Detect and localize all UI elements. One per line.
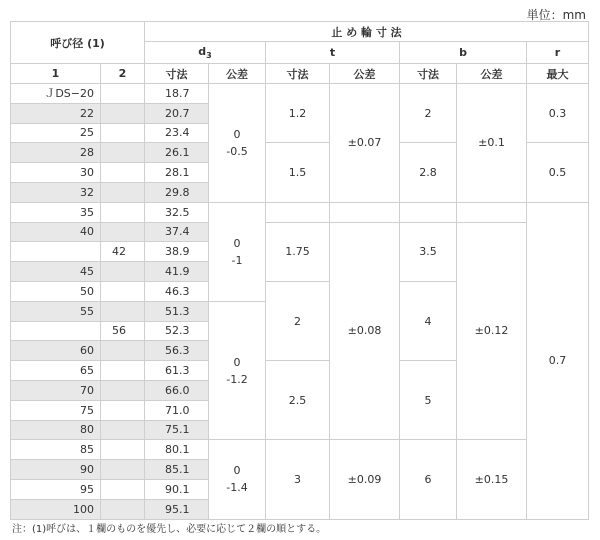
d3-tol-cell: 0 -1 (209, 202, 266, 301)
nominal-2-cell (101, 420, 145, 440)
t-dim-cell: 1.75 (266, 222, 330, 281)
header-col2: 2 (101, 64, 145, 84)
d3-dim-cell: 95.1 (145, 499, 209, 519)
header-t-dim: 寸法 (266, 64, 330, 84)
b-dim-cell: 3.5 (400, 222, 457, 281)
d3-tol-cell: 0 -1.4 (209, 440, 266, 519)
d3-dim-cell: 66.0 (145, 380, 209, 400)
nominal-2-cell (101, 440, 145, 460)
nominal-1-cell: 90 (11, 460, 101, 480)
d3-dim-cell: 80.1 (145, 440, 209, 460)
b-tol-cell (457, 202, 527, 222)
nominal-1-cell: 100 (11, 499, 101, 519)
header-d3-tol: 公差 (209, 64, 266, 84)
d3-tol-cell: 0 -1.2 (209, 301, 266, 440)
header-r: r (527, 42, 589, 64)
nominal-1-cell: 85 (11, 440, 101, 460)
d3-tol-cell: 0 -0.5 (209, 84, 266, 203)
nominal-1-cell: 50 (11, 281, 101, 301)
header-retaining-ring: 止 め 輪 寸 法 (145, 22, 589, 42)
nominal-2-cell (101, 84, 145, 104)
header-t: t (266, 42, 400, 64)
header-b-dim: 寸法 (400, 64, 457, 84)
d3-dim-cell: 28.1 (145, 163, 209, 183)
nominal-2-cell (101, 103, 145, 123)
nominal-1-cell: 55 (11, 301, 101, 321)
t-dim-cell: 1.5 (266, 143, 330, 202)
d3-dim-cell: 75.1 (145, 420, 209, 440)
header-b-tol: 公差 (457, 64, 527, 84)
nominal-2-cell: 56 (101, 321, 145, 341)
r-max-cell: 0.3 (527, 84, 589, 143)
nominal-1-cell (11, 321, 101, 341)
r-max-cell: 0.7 (527, 202, 589, 519)
d3-dim-cell: 29.8 (145, 182, 209, 202)
d3-dim-cell: 41.9 (145, 262, 209, 282)
header-b: b (400, 42, 527, 64)
t-tol-cell: ±0.08 (330, 222, 400, 440)
nominal-1-cell: 28 (11, 143, 101, 163)
nominal-1-cell: 35 (11, 202, 101, 222)
nominal-1-cell: 80 (11, 420, 101, 440)
b-dim-cell (400, 202, 457, 222)
header-d3-dim: 寸法 (145, 64, 209, 84)
t-dim-cell: 1.2 (266, 84, 330, 143)
nominal-2-cell (101, 400, 145, 420)
nominal-2-cell (101, 281, 145, 301)
t-dim-cell: 2.5 (266, 361, 330, 440)
table-row (11, 222, 589, 242)
d3-dim-cell: 38.9 (145, 242, 209, 262)
nominal-2-cell (101, 479, 145, 499)
unit-label: 単位：mm (526, 8, 586, 22)
d3-dim-cell: 61.3 (145, 361, 209, 381)
b-dim-cell: 4 (400, 281, 457, 360)
nominal-2-cell (101, 341, 145, 361)
header-t-tol: 公差 (330, 64, 400, 84)
t-tol-cell: ±0.07 (330, 84, 400, 203)
nominal-1-cell: 30 (11, 163, 101, 183)
nominal-2-cell (101, 123, 145, 143)
header-nominal: 呼び径 (1) (11, 22, 145, 64)
d3-dim-cell: 18.7 (145, 84, 209, 104)
header-d3: $d_3$ (145, 42, 266, 64)
nominal-1-cell: 40 (11, 222, 101, 242)
table-row (11, 440, 589, 460)
d3-dim-cell: 32.5 (145, 202, 209, 222)
nominal-1-cell: 70 (11, 380, 101, 400)
nominal-2-cell: 42 (101, 242, 145, 262)
d3-dim-cell: 56.3 (145, 341, 209, 361)
d3-dim-cell: 51.3 (145, 301, 209, 321)
nominal-1-cell (11, 242, 101, 262)
header-r-max: 最大 (527, 64, 589, 84)
table-row (11, 202, 589, 222)
b-dim-cell: 2 (400, 84, 457, 143)
nominal-2-cell (101, 361, 145, 381)
nominal-1-cell: 95 (11, 479, 101, 499)
b-dim-cell: 5 (400, 361, 457, 440)
nominal-2-cell (101, 202, 145, 222)
nominal-1-cell: 22 (11, 103, 101, 123)
nominal-2-cell (101, 380, 145, 400)
d3-dim-cell: 52.3 (145, 321, 209, 341)
b-tol-cell: ±0.15 (457, 440, 527, 519)
d3-dim-cell: 37.4 (145, 222, 209, 242)
nominal-1-cell: ＪDS−20 (11, 84, 101, 104)
nominal-2-cell (101, 301, 145, 321)
b-tol-cell: ±0.1 (457, 84, 527, 203)
t-tol-cell (330, 202, 400, 222)
header-col1: 1 (11, 64, 101, 84)
nominal-1-cell: 75 (11, 400, 101, 420)
t-dim-cell: 2 (266, 281, 330, 360)
nominal-2-cell (101, 262, 145, 282)
d3-dim-cell: 85.1 (145, 460, 209, 480)
footnote: 注：(1)呼びは、１欄のものを優先し、必要に応じて２欄の順とする。 (12, 524, 327, 535)
b-dim-cell: 2.8 (400, 143, 457, 202)
d3-dim-cell: 20.7 (145, 103, 209, 123)
t-dim-cell: 3 (266, 440, 330, 519)
t-tol-cell: ±0.09 (330, 440, 400, 519)
b-tol-cell: ±0.12 (457, 222, 527, 440)
nominal-1-cell: 45 (11, 262, 101, 282)
nominal-1-cell: 60 (11, 341, 101, 361)
nominal-2-cell (101, 460, 145, 480)
nominal-2-cell (101, 143, 145, 163)
t-dim-cell (266, 202, 330, 222)
nominal-2-cell (101, 499, 145, 519)
b-dim-cell: 6 (400, 440, 457, 519)
nominal-2-cell (101, 182, 145, 202)
nominal-1-cell: 25 (11, 123, 101, 143)
nominal-1-cell: 65 (11, 361, 101, 381)
d3-dim-cell: 46.3 (145, 281, 209, 301)
nominal-2-cell (101, 163, 145, 183)
d3-dim-cell: 71.0 (145, 400, 209, 420)
nominal-1-cell: 32 (11, 182, 101, 202)
dimension-table (10, 21, 589, 520)
d3-dim-cell: 23.4 (145, 123, 209, 143)
nominal-2-cell (101, 222, 145, 242)
d3-dim-cell: 90.1 (145, 479, 209, 499)
d3-dim-cell: 26.1 (145, 143, 209, 163)
r-max-cell: 0.5 (527, 143, 589, 202)
table-row (11, 84, 589, 104)
